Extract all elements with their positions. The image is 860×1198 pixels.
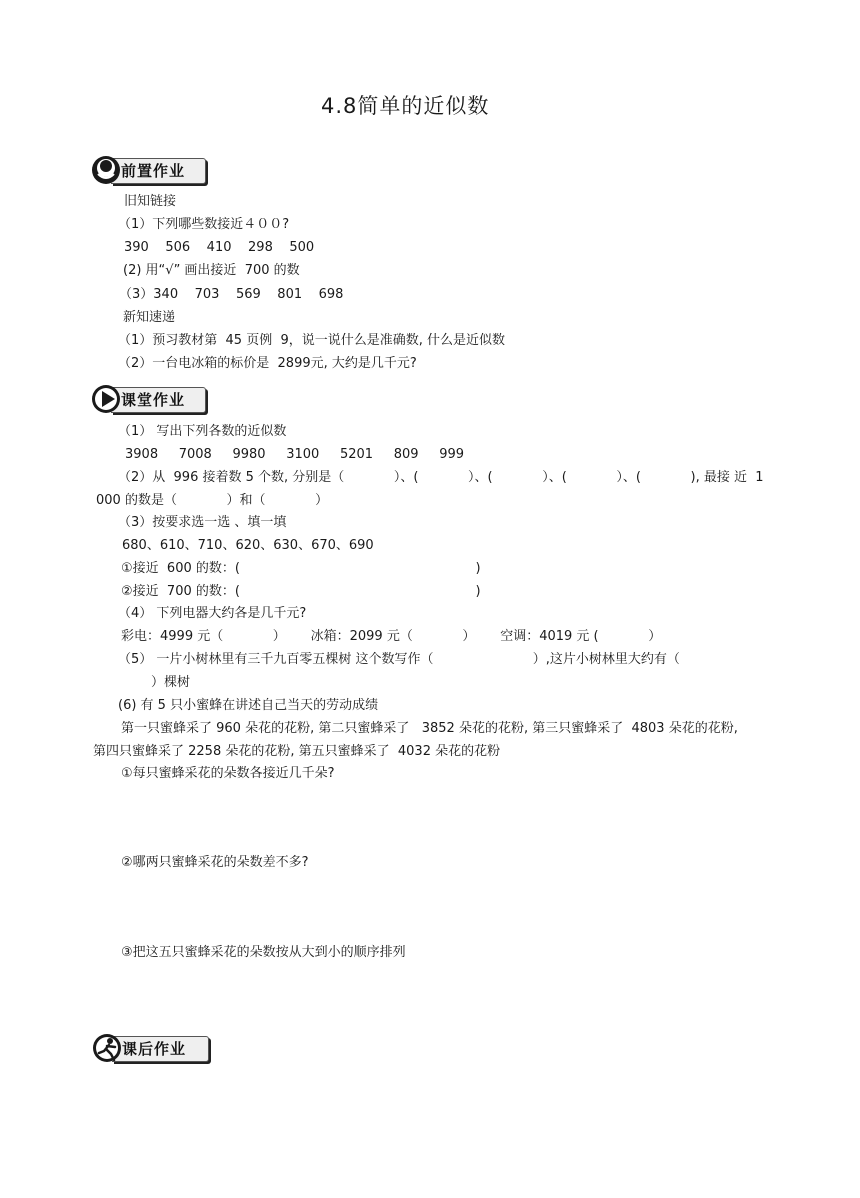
question-text: （1）下列哪些数接近４００?: [118, 217, 290, 232]
question-text: （2）一台电冰箱的标价是 2899元, 大约是几千元?: [118, 356, 417, 371]
number-list: （3）340 703 569 801 698: [119, 287, 344, 302]
new-knowledge-heading: 新知速递: [123, 310, 176, 325]
sub-question: ①每只蜜蜂采花的朵数各接近几千朵?: [121, 766, 335, 781]
section-header-after: [92, 1033, 210, 1063]
question-text: （4） 下列电器大约各是几千元?: [118, 606, 307, 621]
question-text: (2) 用“√” 画出接近 700 的数: [123, 263, 300, 278]
section-label-pre: 前置作业: [121, 162, 186, 180]
number-list: 390 506 410 298 500: [124, 240, 315, 255]
question-text: （3）按要求选一选 、填一填: [118, 515, 287, 530]
question-text: ②接近 700 的数：( ): [121, 584, 481, 599]
question-text: （5） 一片小树林里有三千九百零五棵树 这个数写作（ ）,这片小树林里大约有（: [118, 652, 680, 667]
paragraph-text: 第四只蜜蜂采了 2258 朵花的花粉, 第五只蜜蜂采了 4032 朵花的花粉: [93, 744, 501, 759]
question-text: ）棵树: [118, 675, 191, 690]
number-list: 680、610、710、620、630、670、690: [122, 538, 374, 553]
smile-face-icon: [91, 155, 121, 185]
question-text: （1）预习教材第 45 页例 9，说一说什么是准确数, 什么是近似数: [118, 333, 506, 348]
question-text: ①接近 600 的数：( ): [121, 561, 481, 576]
runner-icon: [92, 1033, 122, 1063]
question-text: 000 的数是（ ）和（ ）: [96, 493, 329, 508]
question-text: (6) 有 5 只小蜜蜂在讲述自己当天的劳动成绩: [118, 698, 379, 713]
section-header-pre: [91, 155, 207, 185]
number-list: 3908 7008 9980 3100 5201 809 999: [125, 447, 465, 462]
page-title: 4.8简单的近似数: [321, 94, 490, 118]
question-text: 彩电：4999 元（ ） 冰箱：2099 元（ ） 空调：4019 元 ( ）: [121, 629, 662, 644]
section-header-class: [91, 384, 207, 414]
question-text: （2）从 996 接着数 5 个数, 分别是（ ）、( ）、( ）、( ）、( ), 最接 近 1: [118, 470, 764, 485]
sub-question: ③把这五只蜜蜂采花的朵数按从大到小的顺序排列: [121, 945, 406, 960]
paragraph-text: 第一只蜜蜂采了 960 朵花的花粉, 第二只蜜蜂采了 3852 朵花的花粉, 第三只蜜蜂采了 4803 朵花的花粉,: [121, 721, 738, 736]
play-icon: [91, 384, 121, 414]
question-text: （1） 写出下列各数的近似数: [118, 424, 287, 439]
old-knowledge-heading: 旧知链接: [124, 194, 177, 209]
section-label-class: 课堂作业: [121, 391, 186, 409]
sub-question: ②哪两只蜜蜂采花的朵数差不多?: [121, 855, 309, 870]
section-label-after: 课后作业: [122, 1040, 187, 1058]
